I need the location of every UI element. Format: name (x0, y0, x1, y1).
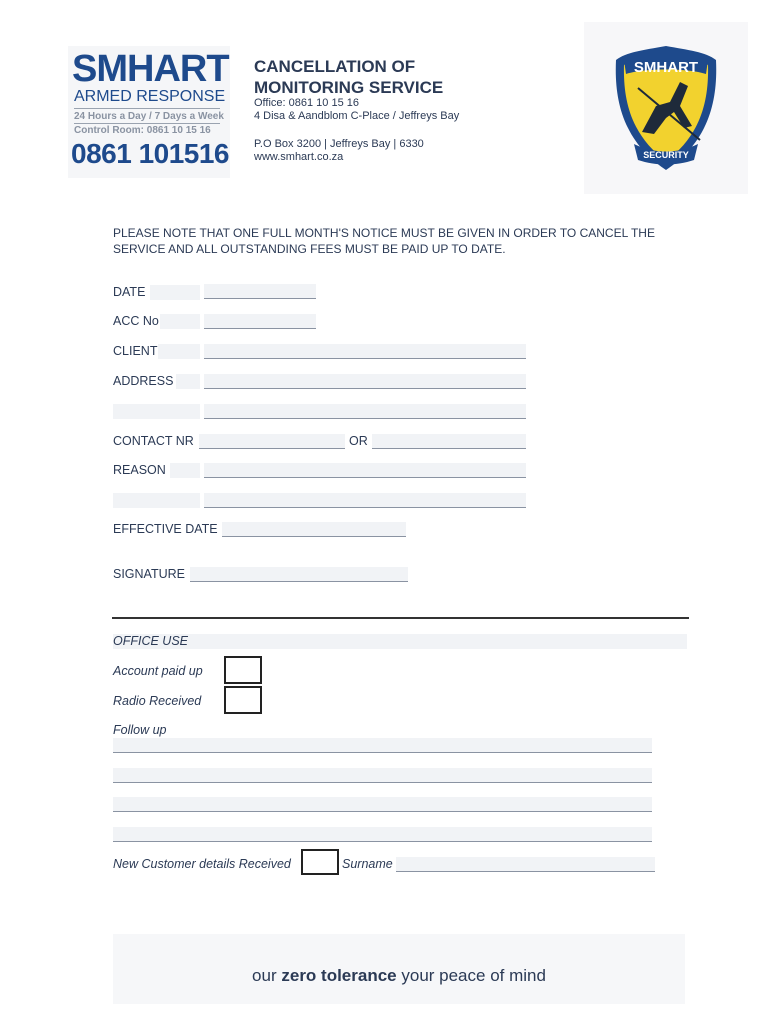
page-title (254, 56, 443, 98)
effective-date-label: EFFECTIVE DATE (113, 522, 218, 536)
account-paid-checkbox[interactable] (224, 656, 262, 684)
radio-received-label: Radio Received (113, 694, 202, 708)
section-divider (112, 617, 689, 619)
reason-label-fill-2 (113, 493, 200, 508)
address-underline-1 (204, 388, 526, 389)
address-field-1[interactable] (204, 374, 526, 389)
new-customer-checkbox[interactable] (301, 849, 339, 875)
client-underline (204, 358, 526, 359)
or-label: OR (349, 434, 368, 448)
office-phone: Office: 0861 10 15 16 (254, 97, 359, 109)
title-line-2: MONITORING SERVICE (254, 78, 444, 97)
signature-label: SIGNATURE (113, 567, 185, 581)
tagline-bold: zero tolerance (281, 966, 397, 985)
address-underline-2 (204, 418, 526, 419)
contact-nr-alt-field[interactable] (372, 434, 526, 449)
client-label-fill (158, 344, 200, 359)
logo-divider (74, 123, 220, 124)
po-box: P.O Box 3200 | Jeffreys Bay | 6330 (254, 138, 424, 150)
address-field-2[interactable] (204, 404, 526, 419)
address-label-fill (176, 374, 200, 389)
client-field[interactable] (204, 344, 526, 359)
contact-nr-underline (199, 448, 345, 449)
reason-label: REASON (113, 463, 166, 477)
follow-up-underline-1 (113, 752, 652, 753)
logo-divider (74, 108, 220, 109)
date-label-fill (150, 285, 200, 300)
street-address: 4 Disa & Aandblom C-Place / Jeffreys Bay (254, 110, 460, 122)
logo-phone: 0861 101516 (71, 138, 230, 169)
follow-up-underline-3 (113, 811, 652, 812)
effective-date-underline (222, 536, 406, 537)
acc-no-underline (204, 328, 316, 329)
logo-subtitle: ARMED RESPONSE (74, 88, 226, 105)
website: www.smhart.co.za (254, 151, 344, 163)
acc-no-label: ACC No (113, 314, 159, 328)
shield-emblem-icon (584, 22, 748, 194)
title-line-1: CANCELLATION OF (254, 57, 416, 76)
surname-field[interactable] (396, 857, 655, 872)
address-label: ADDRESS (113, 374, 174, 388)
logo-hours: 24 Hours a Day / 7 Days a Week (74, 111, 224, 122)
reason-field-1[interactable] (204, 463, 526, 478)
office-use-band (113, 634, 687, 649)
follow-up-field-2[interactable] (113, 768, 652, 783)
office-use-heading: OFFICE USE (113, 634, 189, 648)
footer-tagline (113, 966, 685, 986)
follow-up-underline-2 (113, 782, 652, 783)
new-customer-label: New Customer details Received (113, 857, 291, 871)
reason-field-2[interactable] (204, 493, 526, 508)
tagline-pre: our (252, 966, 277, 985)
follow-up-field-3[interactable] (113, 797, 652, 812)
radio-received-checkbox[interactable] (224, 686, 262, 714)
surname-underline (396, 871, 655, 872)
follow-up-label: Follow up (113, 723, 167, 737)
account-paid-label: Account paid up (113, 664, 203, 678)
address-label-fill-2 (113, 404, 200, 419)
contact-nr-label: CONTACT NR (113, 434, 194, 448)
date-label: DATE (113, 285, 146, 299)
contact-nr-alt-underline (372, 448, 526, 449)
reason-label-fill (170, 463, 200, 478)
shield-ribbon: SECURITY (643, 150, 689, 160)
follow-up-field-4[interactable] (113, 827, 652, 842)
reason-underline-1 (204, 477, 526, 478)
contact-nr-field[interactable] (199, 434, 345, 449)
logo-control-room: Control Room: 0861 10 15 16 (74, 125, 211, 136)
shield-brand: SMHART (633, 59, 699, 76)
acc-no-label-fill (160, 314, 200, 329)
date-underline (204, 298, 316, 299)
signature-underline (190, 581, 408, 582)
reason-underline-2 (204, 507, 526, 508)
acc-no-field[interactable] (204, 314, 316, 329)
notice-text: PLEASE NOTE THAT ONE FULL MONTH'S NOTICE MUST BE GIVEN IN ORDER TO CANCEL THE SERVICE AND ALL OUTSTANDING FEES MUST BE PAID UP TO DATE. (113, 226, 655, 256)
signature-field[interactable] (190, 567, 408, 582)
surname-label: Surname (342, 857, 393, 871)
shield-logo (584, 22, 748, 194)
date-field[interactable] (204, 284, 316, 299)
follow-up-field-1[interactable] (113, 738, 652, 753)
tagline-post: your peace of mind (401, 966, 546, 985)
client-label: CLIENT (113, 344, 158, 358)
follow-up-underline-4 (113, 841, 652, 842)
logo-brand: SMHART (72, 48, 229, 90)
effective-date-field[interactable] (222, 522, 406, 537)
